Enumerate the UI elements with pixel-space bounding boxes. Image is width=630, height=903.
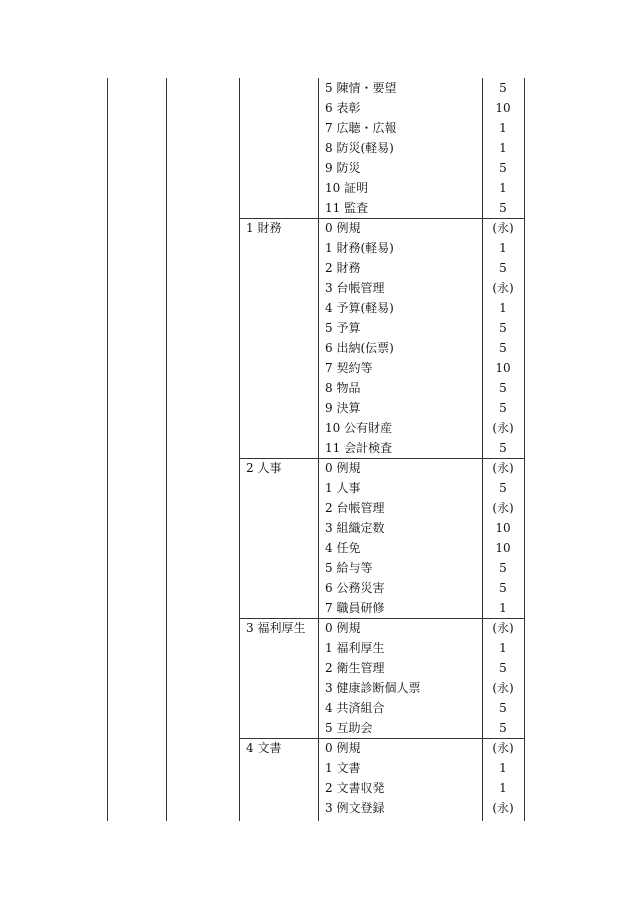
retention-value: (永) (492, 501, 514, 515)
retention-value: 10 (495, 541, 511, 555)
item-label: 8 防災(軽易) (325, 141, 394, 155)
retention-value: 1 (499, 241, 507, 255)
retention-value: 1 (499, 781, 507, 795)
retention-value: (永) (492, 621, 514, 635)
item-label: 1 財務(軽易) (325, 241, 394, 255)
item-label: 0 例規 (325, 221, 361, 235)
category-label: 2 人事 (246, 461, 282, 475)
retention-value: 10 (495, 361, 511, 375)
item-label: 5 陳情・要望 (325, 81, 397, 95)
retention-value: 5 (499, 441, 507, 455)
item-label: 7 職員研修 (325, 601, 385, 615)
retention-value: 5 (499, 661, 507, 675)
item-label: 3 台帳管理 (325, 281, 385, 295)
retention-value: 1 (499, 301, 507, 315)
column-border-1 (166, 78, 167, 821)
item-label: 0 例規 (325, 621, 361, 635)
item-label: 2 台帳管理 (325, 501, 385, 515)
item-label: 5 給与等 (325, 561, 373, 575)
retention-value: (永) (492, 741, 514, 755)
item-label: 5 互助会 (325, 721, 373, 735)
item-label: 9 防災 (325, 161, 361, 175)
item-label: 3 健康診断個人票 (325, 681, 421, 695)
item-label: 2 財務 (325, 261, 361, 275)
retention-value: 5 (499, 261, 507, 275)
retention-value: 5 (499, 581, 507, 595)
item-label: 0 例規 (325, 741, 361, 755)
item-label: 4 予算(軽易) (325, 301, 394, 315)
retention-value: 5 (499, 81, 507, 95)
item-label: 6 公務災害 (325, 581, 385, 595)
retention-value: 1 (499, 641, 507, 655)
item-label: 0 例規 (325, 461, 361, 475)
item-label: 1 文書 (325, 761, 361, 775)
retention-value: (永) (492, 221, 514, 235)
retention-value: 5 (499, 481, 507, 495)
retention-value: 5 (499, 321, 507, 335)
item-label: 1 人事 (325, 481, 361, 495)
item-label: 3 例文登録 (325, 801, 385, 815)
retention-value: 5 (499, 701, 507, 715)
retention-value: 1 (499, 121, 507, 135)
column-border-0 (107, 78, 108, 821)
category-label: 4 文書 (246, 741, 282, 755)
item-label: 4 共済組合 (325, 701, 385, 715)
retention-value: (永) (492, 461, 514, 475)
item-label: 3 組織定数 (325, 521, 385, 535)
item-label: 2 文書収発 (325, 781, 385, 795)
column-border-5 (524, 78, 525, 821)
retention-value: (永) (492, 281, 514, 295)
retention-value: 5 (499, 201, 507, 215)
retention-value: (永) (492, 801, 514, 815)
retention-value: 1 (499, 181, 507, 195)
retention-value: 5 (499, 561, 507, 575)
retention-value: 10 (495, 521, 511, 535)
item-label: 2 衛生管理 (325, 661, 385, 675)
retention-value: 5 (499, 401, 507, 415)
item-label: 9 決算 (325, 401, 361, 415)
item-label: 4 任免 (325, 541, 361, 555)
category-label: 3 福利厚生 (246, 621, 306, 635)
category-label: 1 財務 (246, 221, 282, 235)
retention-value: 5 (499, 721, 507, 735)
item-label: 7 広聴・広報 (325, 121, 397, 135)
retention-value: 1 (499, 601, 507, 615)
item-label: 5 予算 (325, 321, 361, 335)
retention-value: 1 (499, 141, 507, 155)
retention-value: 5 (499, 381, 507, 395)
item-label: 7 契約等 (325, 361, 373, 375)
item-label: 8 物品 (325, 381, 361, 395)
item-label: 11 会計検査 (325, 441, 393, 455)
column-border-3 (318, 78, 319, 821)
item-label: 6 出納(伝票) (325, 341, 394, 355)
item-label: 10 公有財産 (325, 421, 393, 435)
retention-value: 10 (495, 101, 511, 115)
item-label: 11 監査 (325, 201, 369, 215)
retention-value: 1 (499, 761, 507, 775)
column-border-2 (239, 78, 240, 821)
retention-value: 5 (499, 161, 507, 175)
retention-value: 5 (499, 341, 507, 355)
item-label: 1 福利厚生 (325, 641, 385, 655)
retention-value: (永) (492, 681, 514, 695)
retention-value: (永) (492, 421, 514, 435)
item-label: 10 証明 (325, 181, 369, 195)
item-label: 6 表彰 (325, 101, 361, 115)
